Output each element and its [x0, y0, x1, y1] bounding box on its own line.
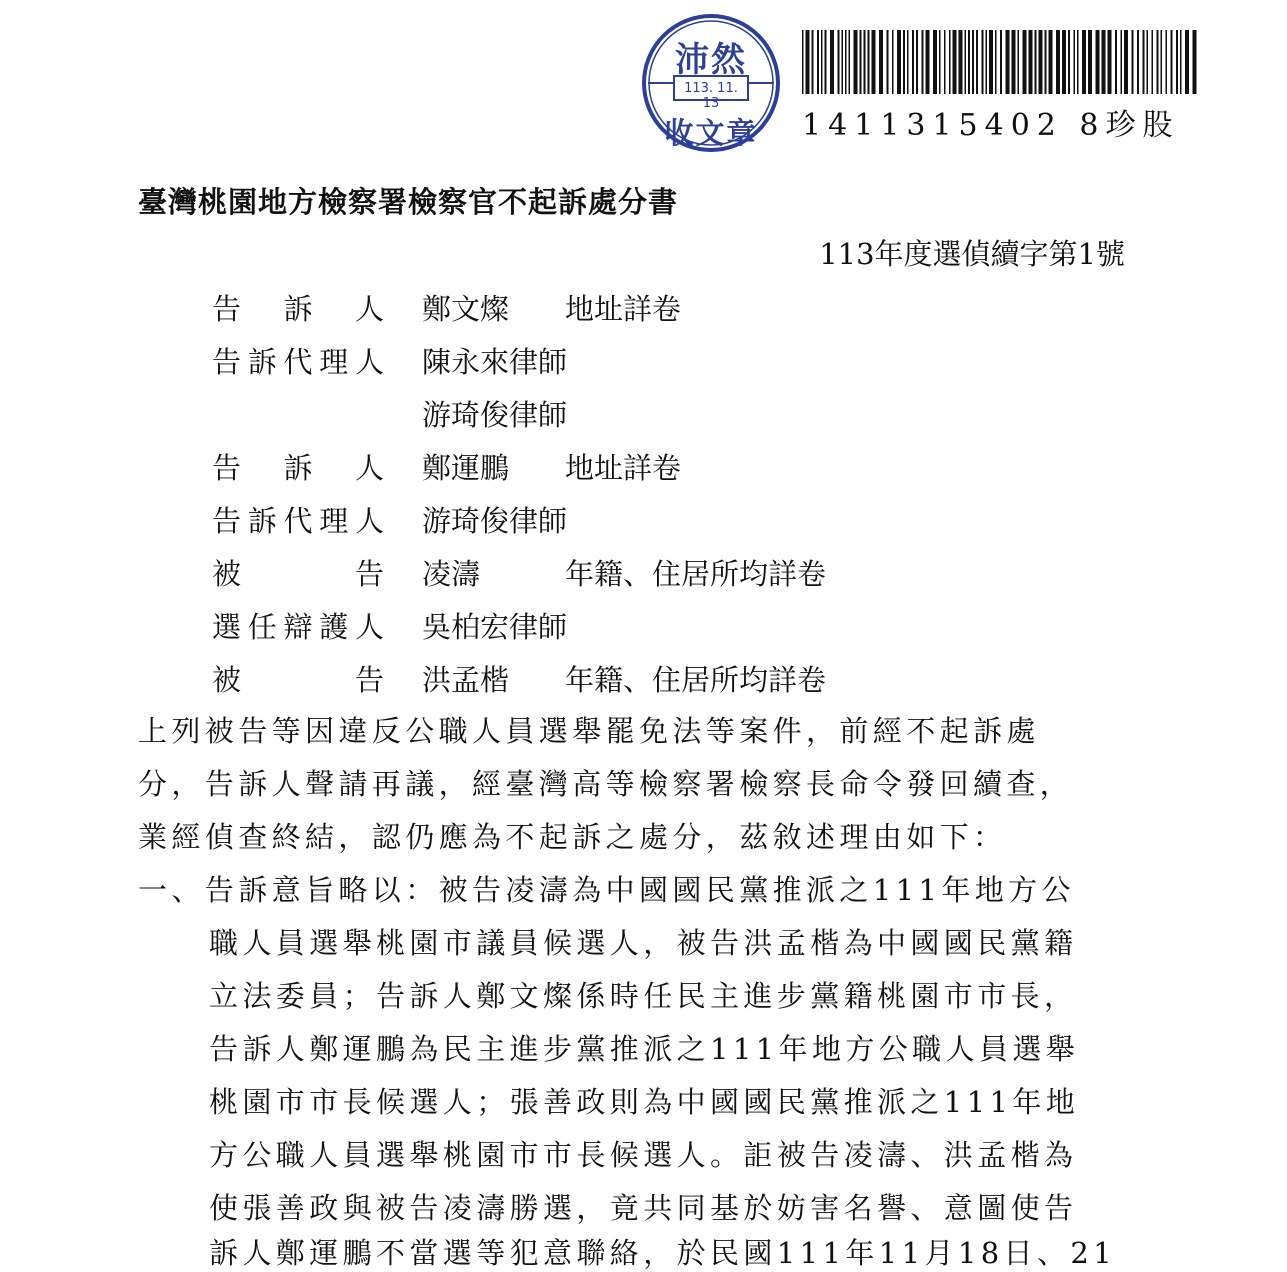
party-name: 凌濤: [422, 557, 481, 591]
body-line: 分，告訴人聲請再議，經臺灣高等檢察署檢察長命令發回續查，: [138, 767, 1074, 801]
barcode-icon: [802, 30, 1197, 94]
party-info: 年籍、住居所均詳卷: [565, 557, 827, 591]
party-role-char: 護: [319, 610, 349, 644]
section-1-line: 桃園市市長候選人；張善政則為中國國民黨推派之111年地: [209, 1085, 1080, 1119]
party-role: [212, 605, 384, 646]
party-role-char: 理: [319, 345, 349, 379]
party-role-char: 告: [212, 451, 242, 485]
party-role-char: 訴: [247, 345, 277, 379]
party-name: 吳柏宏律師: [422, 610, 568, 644]
party-role-char: 人: [354, 345, 384, 379]
barcode: [802, 30, 1197, 94]
party-role-char: 任: [247, 610, 277, 644]
party-role: [212, 552, 384, 593]
section-1-line: 使張善政與被告凌濤勝選，竟共同基於妨害名譽、意圖使告: [209, 1191, 1078, 1225]
party-role-char: 訴: [247, 504, 277, 538]
stamp-date: 113. 11. 13: [684, 81, 738, 111]
body-line: 上列被告等因違反公職人員選舉罷免法等案件，前經不起訴處: [138, 714, 1040, 748]
party-role-char: 選: [212, 610, 242, 644]
section-1-line: 告訴人鄭運鵬為民主進步黨推派之111年地方公職人員選舉: [209, 1032, 1080, 1066]
party-name: 游琦俊律師: [422, 398, 568, 432]
stamp-top-text: 沛然: [675, 40, 747, 80]
section-1-line: 立法委員；告訴人鄭文燦係時任民主進步黨籍桃園市市長，: [209, 979, 1078, 1013]
party-role-char: 人: [354, 610, 384, 644]
party-role-char: 告: [212, 292, 242, 326]
party-info: 年籍、住居所均詳卷: [565, 663, 827, 697]
party-role-char: 告: [212, 345, 242, 379]
party-name: 鄭文燦: [422, 292, 510, 326]
party-role-char: 代: [283, 504, 313, 538]
party-name: 洪孟楷: [422, 663, 510, 697]
section-1-line: 職人員選舉桃園市議員候選人，被告洪孟楷為中國國民黨籍: [209, 926, 1078, 960]
party-name: 游琦俊律師: [422, 504, 568, 538]
party-role: [212, 340, 384, 381]
party-role-char: 訴: [283, 451, 313, 485]
party-role: [212, 658, 384, 699]
party-info: 地址詳卷: [565, 292, 682, 326]
stamp-bottom-text: 收文章: [664, 116, 758, 150]
party-name: 陳永來律師: [422, 345, 568, 379]
party-role-char: 被: [212, 663, 242, 697]
party-info: 地址詳卷: [565, 451, 682, 485]
party-role-char: 人: [354, 292, 384, 326]
party-role-char: 告: [354, 663, 384, 697]
body-line: 業經偵查終結，認仍應為不起訴之處分，茲敘述理由如下：: [138, 820, 1007, 854]
party-role: [212, 446, 384, 487]
barcode-number: 1411315402 8珍股: [802, 108, 1180, 143]
party-role-char: 人: [354, 504, 384, 538]
party-role-char: 訴: [283, 292, 313, 326]
document-title: 臺灣桃園地方檢察署檢察官不起訴處分書: [138, 185, 679, 219]
receipt-stamp: [640, 12, 782, 154]
party-name: 鄭運鵬: [422, 451, 510, 485]
party-role-char: 人: [354, 451, 384, 485]
party-role-char: 告: [212, 504, 242, 538]
party-role-char: 理: [319, 504, 349, 538]
case-number: 113年度選偵續字第1號: [819, 237, 1125, 271]
party-role-char: 代: [283, 345, 313, 379]
party-role-char: 被: [212, 557, 242, 591]
party-role-char: 辯: [283, 610, 313, 644]
section-1-line: 訴人鄭運鵬不當選等犯意聯絡，於民國111年11月18日、21: [209, 1236, 1117, 1270]
section-1-line: 方公職人員選舉桃園市市長候選人。詎被告凌濤、洪孟楷為: [209, 1138, 1078, 1172]
section-1-heading-line: 一、告訴意旨略以：被告凌濤為中國國民黨推派之111年地方公: [138, 873, 1075, 907]
party-role-char: 告: [354, 557, 384, 591]
party-role: [212, 287, 384, 328]
party-role: [212, 499, 384, 540]
